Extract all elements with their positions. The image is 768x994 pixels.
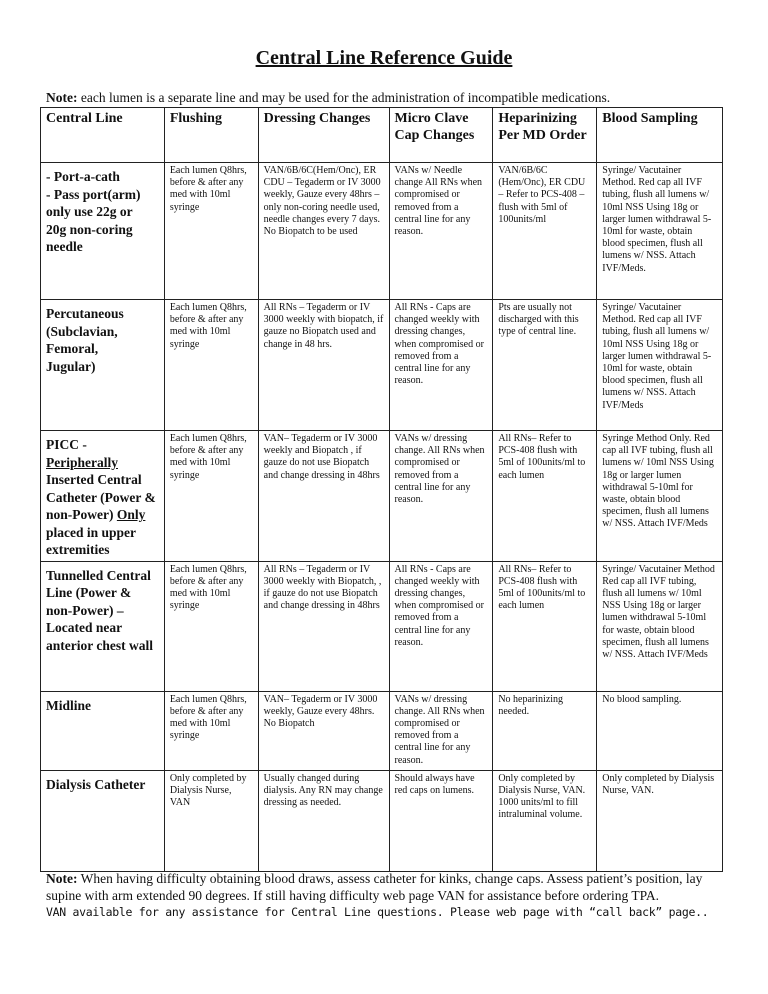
note-text: each lumen is a separate line and may be used for the administration of incompatible medications.: [77, 90, 611, 105]
note-label: Note:: [46, 871, 78, 886]
cell-cap: VANs w/ Needle change All RNs when compromised or removed from a central line for any reason.: [389, 163, 493, 300]
row-head-dialysis: Dialysis Catheter: [41, 770, 165, 871]
cell-heparin: VAN/6B/6C (Hem/Onc), ER CDU – Refer to PCS-408 – flush with 5ml of 100units/ml: [493, 163, 597, 300]
row-head-midline: Midline: [41, 691, 165, 770]
cell-flushing: Each lumen Q8hrs, before & after any med with 10ml syringe: [164, 691, 258, 770]
bottom-note: [46, 871, 736, 921]
cell-dressing: All RNs – Tegaderm or IV 3000 weekly with biopatch, if gauze no Biopatch used and change in 48 hrs.: [258, 300, 389, 431]
cell-blood: Only completed by Dialysis Nurse, VAN.: [597, 770, 723, 871]
row-head-line: - Pass port(arm): [46, 186, 141, 202]
header-central-line: Central Line: [41, 108, 165, 163]
header-cap-changes: Micro Clave Cap Changes: [389, 108, 493, 163]
cell-dressing: VAN– Tegaderm or IV 3000 weekly and Biopatch , if gauze do not use Biopatch and change dressing in 48hrs: [258, 431, 389, 562]
cell-blood: No blood sampling.: [597, 691, 723, 770]
cell-cap: All RNs - Caps are changed weekly with dressing changes, when compromised or removed from a central line for any reason.: [389, 300, 493, 431]
cell-heparin: No heparinizing needed.: [493, 691, 597, 770]
cell-heparin: Only completed by Dialysis Nurse, VAN. 1000 units/ml to fill intraluminal volume.: [493, 770, 597, 871]
table-row: [41, 163, 723, 300]
header-flushing: Flushing: [164, 108, 258, 163]
row-head-text: Peripherally: [46, 454, 118, 470]
cell-cap: VANs w/ dressing change. All RNs when compromised or removed from a central line for any reason.: [389, 431, 493, 562]
cell-heparin: All RNs– Refer to PCS-408 flush with 5ml of 100units/ml to each lumen: [493, 431, 597, 562]
cell-flushing: Each lumen Q8hrs, before & after any med with 10ml syringe: [164, 300, 258, 431]
cell-blood: Syringe/ Vacutainer Method. Red cap all IVF tubing, flush all lumens w/ 10ml NSS Using 18g or larger lumen withdrawal 5-10ml for waste, obtain blood specimen, flush all lumens w/ NSS. Attach IVF/Meds.: [597, 163, 723, 300]
table-row: [41, 431, 723, 562]
cell-cap: All RNs - Caps are changed weekly with dressing changes, when compromised or removed from a central line for any reason.: [389, 561, 493, 691]
cell-blood: Syringe Method Only. Red cap all IVF tubing, flush all lumens w/ 10ml NSS Using 18g or larger lumen withdrawal 5-10ml for waste, obtain blood specimen, flush all lumens w/ NSS. Attach IVF/Meds: [597, 431, 723, 562]
cell-heparin: All RNs– Refer to PCS-408 flush with 5ml of 100units/ml to each lumen: [493, 561, 597, 691]
note-label: Note:: [46, 90, 78, 105]
row-head-text: PICC -: [46, 437, 87, 452]
cell-dressing: All RNs – Tegaderm or IV 3000 weekly with Biopatch, , if gauze do not use Biopatch and change dressing in 48hrs: [258, 561, 389, 691]
cell-cap: Should always have red caps on lumens.: [389, 770, 493, 871]
row-head-line: only use 22g or: [46, 204, 133, 219]
row-head-percutaneous: [41, 300, 165, 431]
cell-flushing: Only completed by Dialysis Nurse, VAN: [164, 770, 258, 871]
row-head-line: 20g non-coring: [46, 221, 133, 237]
row-head-line: needle: [46, 239, 83, 254]
row-head-tunnelled: Tunnelled Central Line (Power & non-Power) – Located near anterior chest wall: [41, 561, 165, 691]
central-line-table: [40, 107, 723, 872]
table-row: [41, 770, 723, 871]
table-row: [41, 561, 723, 691]
top-note: [46, 90, 610, 106]
cell-dressing: VAN/6B/6C(Hem/Onc), ER CDU – Tegaderm or IV 3000 weekly, Gauze every 48hrs – only non-coring needle used, needle changes every 7 days. No Biopatch to be used: [258, 163, 389, 300]
cell-dressing: Usually changed during dialysis. Any RN may change dressing as needed.: [258, 770, 389, 871]
page-title: Central Line Reference Guide: [255, 47, 513, 69]
cell-cap: VANs w/ dressing change. All RNs when compromised or removed from a central line for any reason.: [389, 691, 493, 770]
row-head-line: Jugular): [46, 358, 96, 374]
cell-dressing: VAN– Tegaderm or IV 3000 weekly, Gauze every 48hrs. No Biopatch: [258, 691, 389, 770]
row-head-line: - Port-a-cath: [46, 169, 120, 184]
row-head-line: Femoral,: [46, 341, 99, 356]
cell-flushing: Each lumen Q8hrs, before & after any med with 10ml syringe: [164, 431, 258, 562]
cell-flushing: Each lumen Q8hrs, before & after any med with 10ml syringe: [164, 163, 258, 300]
table-row: [41, 691, 723, 770]
cell-blood: Syringe/ Vacutainer Method Red cap all IVF tubing, flush all lumens w/ 10ml NSS Using 18g or larger lumen withdrawal 5-10ml for waste, obtain blood specimen, flush all lumens w/ NSS. Attach IVF/Meds: [597, 561, 723, 691]
cell-heparin: Pts are usually not discharged with this type of central line.: [493, 300, 597, 431]
header-blood-sampling: Blood Sampling: [597, 108, 723, 163]
header-heparinizing: Heparinizing Per MD Order: [493, 108, 597, 163]
row-head-line: (Subclavian,: [46, 323, 118, 339]
note-text: When having difficulty obtaining blood draws, assess catheter for kinks, change caps. Assess patient’s position, lay supine with arm extended 90 degrees. If still having difficulty web page VAN for assistance before ordering TPA.: [46, 871, 703, 903]
cell-flushing: Each lumen Q8hrs, before & after any med with 10ml syringe: [164, 561, 258, 691]
header-dressing-changes: Dressing Changes: [258, 108, 389, 163]
row-head-text: Inserted Central Catheter (Power & non-Power): [46, 472, 156, 522]
row-head-line: Percutaneous: [46, 306, 124, 321]
table-header-row: [41, 108, 723, 163]
row-head-port: [41, 163, 165, 300]
cell-blood: Syringe/ Vacutainer Method. Red cap all IVF tubing, flush all lumens w/ 10ml NSS Using 18g or larger lumen withdrawal 5-10ml for waste, obtain blood specimen, flush all lumens w/ NSS. Attach IVF/Meds: [597, 300, 723, 431]
table-row: [41, 300, 723, 431]
van-availability-text: VAN available for any assistance for Central Line questions. Please web page with “call back” page..: [46, 905, 709, 919]
row-head-picc: [41, 431, 165, 562]
row-head-text: placed in upper extremities: [46, 524, 136, 557]
row-head-text: Only: [116, 507, 146, 522]
